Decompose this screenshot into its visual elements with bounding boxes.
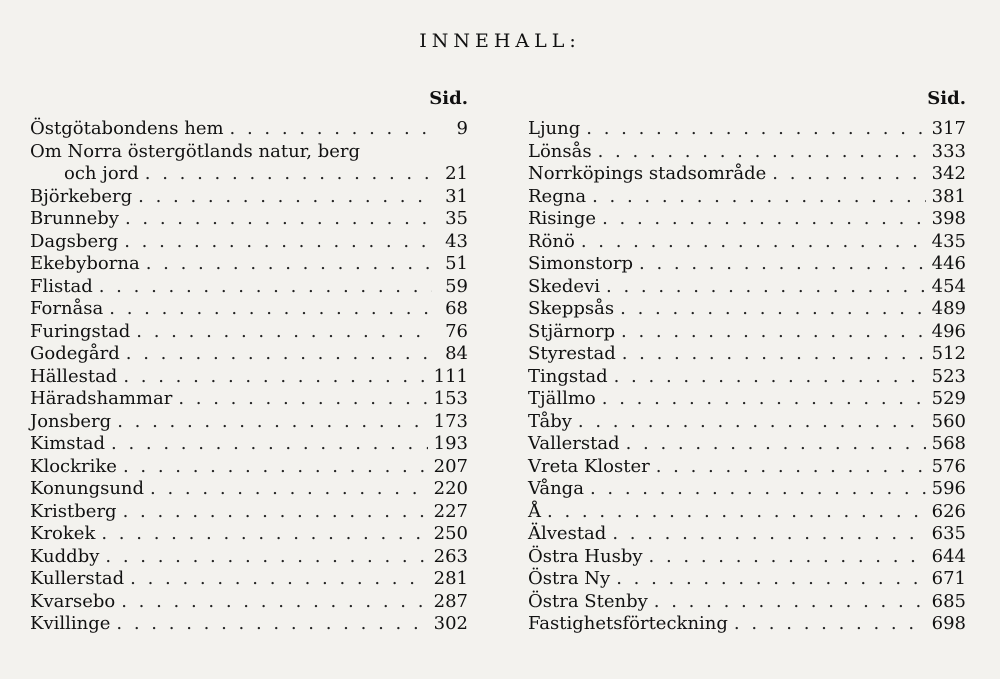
dot-leader bbox=[590, 478, 926, 501]
toc-entry-page: 287 bbox=[433, 590, 468, 612]
toc-entry-title: Godegård bbox=[30, 343, 120, 364]
toc-entry bbox=[528, 298, 966, 321]
toc-entry-title: Vallerstad bbox=[528, 433, 620, 454]
dot-leader bbox=[123, 366, 427, 389]
toc-entry bbox=[528, 208, 966, 231]
toc-entry bbox=[30, 186, 468, 209]
dot-leader bbox=[639, 253, 926, 276]
toc-entry bbox=[30, 433, 468, 456]
toc-entry-title: Kvarsebo bbox=[30, 590, 116, 612]
toc-entry-title: Kristberg bbox=[30, 500, 117, 522]
toc-entry-page: 496 bbox=[931, 320, 966, 342]
toc-list-left bbox=[30, 118, 468, 636]
toc-entry-title: Rönö bbox=[528, 230, 575, 252]
dot-leader bbox=[612, 523, 925, 546]
toc-entry-title: Tåby bbox=[528, 410, 572, 432]
toc-entry-page: 111 bbox=[433, 365, 468, 387]
toc-entry bbox=[528, 478, 966, 501]
toc-entry bbox=[528, 253, 966, 276]
toc-entry-page: 84 bbox=[445, 343, 468, 364]
dot-leader bbox=[616, 568, 925, 591]
toc-entry-page: 263 bbox=[433, 545, 468, 567]
toc-entry-page: 635 bbox=[931, 523, 966, 544]
toc-entry-title: Risinge bbox=[528, 208, 597, 229]
toc-entry bbox=[30, 411, 468, 434]
toc-entry-page: 43 bbox=[445, 230, 468, 252]
toc-entry-page: 523 bbox=[931, 365, 966, 387]
toc-entry bbox=[30, 501, 468, 524]
toc-list-right bbox=[528, 118, 966, 636]
toc-entry-page: 227 bbox=[433, 500, 468, 522]
toc-entry-page: 454 bbox=[931, 275, 966, 297]
toc-entry-title: Regna bbox=[528, 185, 587, 207]
dot-leader bbox=[178, 388, 427, 411]
dot-leader bbox=[101, 523, 427, 546]
toc-entry-title: Fornåsa bbox=[30, 298, 104, 319]
toc-entry-page: 317 bbox=[931, 118, 966, 139]
toc-entry bbox=[528, 163, 966, 186]
toc-entry bbox=[528, 366, 966, 389]
toc-entry bbox=[30, 568, 468, 591]
toc-entry bbox=[528, 523, 966, 546]
dot-leader bbox=[145, 163, 432, 186]
toc-entry bbox=[528, 613, 966, 636]
toc-entry bbox=[30, 478, 468, 501]
toc-entry bbox=[30, 163, 468, 186]
toc-entry-title: Kuddby bbox=[30, 545, 100, 567]
toc-entry-page: 59 bbox=[445, 275, 468, 297]
toc-entry-title: Ljung bbox=[528, 118, 581, 139]
toc-entry-page: 685 bbox=[931, 590, 966, 612]
toc-entry-page: 576 bbox=[931, 455, 966, 477]
dot-leader bbox=[734, 613, 926, 636]
toc-entry-page: 489 bbox=[931, 298, 966, 319]
dot-leader bbox=[547, 501, 926, 524]
toc-entry bbox=[528, 411, 966, 434]
toc-entry-title: Stjärnorp bbox=[528, 320, 616, 342]
toc-entry-page: 173 bbox=[433, 410, 468, 432]
dot-leader bbox=[626, 433, 926, 456]
dot-leader bbox=[598, 141, 926, 164]
dot-leader bbox=[622, 343, 926, 366]
toc-entry bbox=[30, 388, 468, 411]
toc-entry-page: 596 bbox=[931, 478, 966, 499]
toc-entry-title: Klockrike bbox=[30, 455, 117, 477]
toc-entry-title: Styrestad bbox=[528, 343, 616, 364]
toc-entry-title: Älvestad bbox=[528, 523, 607, 544]
toc-entry-page: 21 bbox=[445, 163, 468, 184]
toc-entry-title: Häradshammar bbox=[30, 388, 173, 409]
toc-entry-title: Tingstad bbox=[528, 365, 608, 387]
toc-entry bbox=[30, 523, 468, 546]
toc-entry-page: 698 bbox=[931, 613, 966, 634]
dot-leader bbox=[117, 411, 427, 434]
toc-entry-title: Vreta Kloster bbox=[528, 455, 650, 477]
toc-entry-title: Furingstad bbox=[30, 320, 131, 342]
dot-leader bbox=[602, 208, 926, 231]
toc-entry-title: Kullerstad bbox=[30, 568, 125, 589]
toc-entry-title: Flistad bbox=[30, 275, 93, 297]
toc-entry-page: 512 bbox=[931, 343, 966, 364]
toc-entry-page: 333 bbox=[931, 140, 966, 162]
toc-entry-page: 302 bbox=[433, 613, 468, 634]
toc-entry-title: Vånga bbox=[528, 478, 584, 499]
toc-entry-page: 560 bbox=[931, 410, 966, 432]
dot-leader bbox=[772, 163, 925, 186]
dot-leader bbox=[578, 411, 926, 434]
toc-entry-page: 435 bbox=[931, 230, 966, 252]
toc-entry-title: Östra Stenby bbox=[528, 590, 648, 612]
toc-entry bbox=[30, 118, 468, 141]
toc-entry bbox=[528, 546, 966, 569]
toc-entry bbox=[30, 343, 468, 366]
toc-entry bbox=[528, 231, 966, 254]
dot-leader bbox=[116, 613, 427, 636]
toc-entry bbox=[528, 433, 966, 456]
toc-entry bbox=[30, 208, 468, 231]
dot-leader bbox=[614, 366, 926, 389]
toc-entry-page: 51 bbox=[445, 253, 468, 274]
toc-entry bbox=[30, 253, 468, 276]
dot-leader bbox=[105, 546, 427, 569]
dot-leader bbox=[125, 208, 432, 231]
toc-entry bbox=[528, 118, 966, 141]
dot-leader bbox=[136, 321, 432, 344]
toc-entry-page: 446 bbox=[931, 253, 966, 274]
toc-entry-page: 381 bbox=[931, 185, 966, 207]
toc-entry bbox=[528, 321, 966, 344]
dot-leader bbox=[111, 433, 428, 456]
toc-column-right bbox=[528, 88, 966, 636]
toc-entry bbox=[30, 591, 468, 614]
toc-entry bbox=[528, 343, 966, 366]
toc-entry-title: och jord bbox=[64, 163, 139, 184]
toc-entry-title: Om Norra östergötlands natur, berg bbox=[30, 140, 361, 162]
dot-leader bbox=[126, 343, 432, 366]
toc-entry-page: 626 bbox=[931, 500, 966, 522]
toc-entry-title: Krokek bbox=[30, 523, 96, 544]
dot-leader bbox=[602, 388, 926, 411]
toc-entry-page: 207 bbox=[433, 455, 468, 477]
dot-leader bbox=[124, 231, 432, 254]
page-title: INNEHALL: bbox=[419, 30, 581, 52]
page-column-header: Sid. bbox=[429, 88, 468, 109]
dot-leader bbox=[581, 231, 926, 254]
dot-leader bbox=[230, 118, 432, 141]
toc-entry bbox=[528, 141, 966, 164]
toc-entry-title: Norrköpings stadsområde bbox=[528, 163, 767, 184]
toc-entry-title: Fastighetsförteckning bbox=[528, 613, 728, 634]
dot-leader bbox=[656, 456, 926, 479]
toc-entry-title: Östgötabondens hem bbox=[30, 118, 224, 139]
dot-leader bbox=[620, 298, 925, 321]
dot-leader bbox=[109, 298, 432, 321]
toc-entry-page: 342 bbox=[931, 163, 966, 184]
toc-entry bbox=[30, 366, 468, 389]
toc-entry-page: 398 bbox=[931, 208, 966, 229]
toc-entry bbox=[528, 456, 966, 479]
toc-entry-title: Ekebyborna bbox=[30, 253, 140, 274]
dot-leader bbox=[606, 276, 926, 299]
toc-entry bbox=[528, 186, 966, 209]
dot-leader bbox=[130, 568, 428, 591]
toc-entry-page: 568 bbox=[931, 433, 966, 454]
dot-leader bbox=[621, 321, 926, 344]
toc-entry bbox=[30, 456, 468, 479]
toc-entry bbox=[30, 141, 468, 164]
dot-leader bbox=[121, 591, 427, 614]
toc-entry-title: Dagsberg bbox=[30, 230, 119, 252]
toc-entry-page: 35 bbox=[445, 208, 468, 229]
toc-entry-page: 644 bbox=[931, 545, 966, 567]
toc-entry-title: Simonstorp bbox=[528, 253, 634, 274]
toc-entry-title: Skeppsås bbox=[528, 298, 615, 319]
toc-entry-title: Östra Husby bbox=[528, 545, 643, 567]
toc-entry bbox=[528, 276, 966, 299]
toc-entry bbox=[30, 231, 468, 254]
toc-entry-title: Tjällmo bbox=[528, 388, 596, 409]
toc-entry-title: Skedevi bbox=[528, 275, 600, 297]
toc-entry-title: Å bbox=[528, 500, 541, 522]
toc-entry-title: Konungsund bbox=[30, 478, 145, 499]
toc-entry bbox=[528, 388, 966, 411]
toc-entry-title: Brunneby bbox=[30, 208, 119, 229]
toc-entry-title: Kimstad bbox=[30, 433, 105, 454]
dot-leader bbox=[123, 456, 428, 479]
toc-entry-page: 529 bbox=[931, 388, 966, 409]
dot-leader bbox=[150, 478, 428, 501]
toc-entry-title: Lönsås bbox=[528, 140, 592, 162]
toc-entry-page: 9 bbox=[456, 118, 468, 139]
toc-entry-page: 31 bbox=[445, 185, 468, 207]
toc-entry-page: 153 bbox=[433, 388, 468, 409]
dot-leader bbox=[138, 186, 432, 209]
dot-leader bbox=[586, 118, 925, 141]
dot-leader bbox=[146, 253, 432, 276]
toc-entry bbox=[528, 591, 966, 614]
dot-leader bbox=[99, 276, 432, 299]
toc-entry-page: 68 bbox=[445, 298, 468, 319]
toc-entry-page: 193 bbox=[433, 433, 468, 454]
toc-entry-title: Hällestad bbox=[30, 365, 118, 387]
toc-entry-page: 220 bbox=[433, 478, 468, 499]
toc-column-left bbox=[30, 88, 468, 636]
dot-leader bbox=[649, 546, 926, 569]
toc-entry bbox=[30, 613, 468, 636]
toc-entry-page: 76 bbox=[445, 320, 468, 342]
toc-entry bbox=[30, 321, 468, 344]
toc-entry-title: Jonsberg bbox=[30, 410, 112, 432]
toc-entry-page: 281 bbox=[433, 568, 468, 589]
dot-leader bbox=[123, 501, 428, 524]
toc-entry-title: Östra Ny bbox=[528, 568, 611, 589]
dot-leader bbox=[592, 186, 926, 209]
toc-entry bbox=[528, 501, 966, 524]
toc-entry bbox=[30, 546, 468, 569]
toc-entry-page: 250 bbox=[433, 523, 468, 544]
toc-entry bbox=[528, 568, 966, 591]
dot-leader bbox=[654, 591, 926, 614]
page-column-header: Sid. bbox=[927, 88, 966, 109]
toc-entry bbox=[30, 276, 468, 299]
toc-entry-title: Kvillinge bbox=[30, 613, 111, 634]
toc-entry-title: Björkeberg bbox=[30, 185, 133, 207]
toc-entry-page: 671 bbox=[931, 568, 966, 589]
toc-entry bbox=[30, 298, 468, 321]
